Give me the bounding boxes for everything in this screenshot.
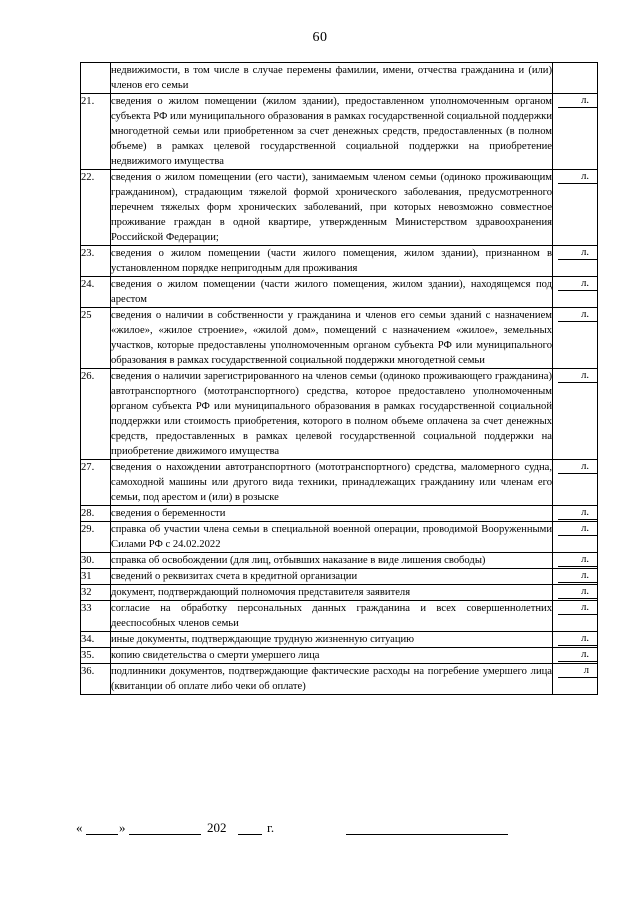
sheets-count-field[interactable]: л. [558, 569, 597, 583]
row-description: сведений о реквизитах счета в кредитной организации [111, 569, 553, 585]
row-description: документ, подтверждающий полномочия представителя заявителя [111, 585, 553, 601]
row-sheets-cell [553, 246, 598, 277]
row-description: сведения о жилом помещении (части жилого помещения, жилом здании), признанном в установленном порядке непригодным для проживания [111, 246, 553, 277]
row-number: 22. [81, 170, 111, 246]
table-row [81, 460, 598, 506]
year-blank[interactable] [238, 820, 262, 835]
table-row [81, 648, 598, 664]
row-description: сведения о жилом помещении (части жилого помещения, жилом здании), находящемся под арестом [111, 277, 553, 308]
row-number: 21. [81, 94, 111, 170]
month-blank[interactable] [129, 820, 201, 835]
row-number: 35. [81, 648, 111, 664]
row-number: 32 [81, 585, 111, 601]
row-number [81, 63, 111, 94]
day-blank[interactable] [86, 820, 118, 835]
row-sheets-cell [553, 308, 598, 369]
table-row [81, 522, 598, 553]
table-row [81, 277, 598, 308]
sheets-count-field[interactable]: л. [558, 648, 597, 662]
close-quote: » [119, 820, 126, 835]
row-number: 23. [81, 246, 111, 277]
sheets-count-field[interactable]: л. [558, 369, 597, 383]
sheets-count-field[interactable]: л [558, 664, 597, 678]
sheets-count-field[interactable]: л. [558, 506, 597, 520]
row-description: сведения о беременности [111, 506, 553, 522]
date-signature-line [76, 820, 616, 838]
table-row [81, 585, 598, 601]
row-description: подлинники документов, подтверждающие фактические расходы на погребение умершего лица (квитанции об оплате либо чеки об оплате) [111, 664, 553, 695]
row-number: 28. [81, 506, 111, 522]
row-number: 27. [81, 460, 111, 506]
row-sheets-cell [553, 632, 598, 648]
row-description: сведения о нахождении автотранспортного (мототранспортного) средства, маломерного судна, самоходной машины или другого вида техники, принадлежащих гражданину или членам его семьи, под арестом и (или) в розыске [111, 460, 553, 506]
table-row [81, 94, 598, 170]
sheets-count-field[interactable]: л. [558, 170, 597, 184]
documents-table-body [81, 63, 598, 695]
row-sheets-cell [553, 585, 598, 601]
table-row [81, 369, 598, 460]
table-row [81, 664, 598, 695]
table-row [81, 601, 598, 632]
year-prefix: 202 [207, 820, 227, 835]
documents-table [80, 62, 598, 695]
row-sheets-cell [553, 553, 598, 569]
row-description: согласие на обработку персональных данных гражданина и всех совершеннолетних дееспособных членов семьи [111, 601, 553, 632]
open-quote: « [76, 820, 83, 835]
row-sheets-cell [553, 648, 598, 664]
year-suffix: г. [267, 820, 275, 835]
row-number: 36. [81, 664, 111, 695]
row-description: недвижимости, в том числе в случае перемены фамилии, имени, отчества гражданина и (или) членов его семьи [111, 63, 553, 94]
row-description: копию свидетельства о смерти умершего лица [111, 648, 553, 664]
sheets-count-field[interactable]: л. [558, 632, 597, 646]
row-description: справка об участии члена семьи в специальной военной операции, проводимой Вооруженными Силами РФ с 24.02.2022 [111, 522, 553, 553]
table-row [81, 308, 598, 369]
row-sheets-cell [553, 506, 598, 522]
table-row [81, 632, 598, 648]
sheets-count-field[interactable]: л. [558, 601, 597, 615]
row-number: 26. [81, 369, 111, 460]
row-sheets-cell [553, 522, 598, 553]
table-row [81, 553, 598, 569]
row-sheets-cell [553, 460, 598, 506]
row-sheets-cell [553, 569, 598, 585]
row-number: 30. [81, 553, 111, 569]
sheets-count-field[interactable]: л. [558, 460, 597, 474]
row-description: сведения о наличии зарегистрированного на членов семьи (одиноко проживающего гражданина) автотранспортного (мототранспортного) средства, которое предоставлено уполномоченным органом субъекта РФ или муниципального образования в рамках государственной социальной поддержки или стоимость приобретения, которого в полном объеме оплачена за счет денежных средств, предоставленных в рамках целевой государственной социальной поддержки на приобретение движимого имущества [111, 369, 553, 460]
row-description: сведения о жилом помещении (его части), занимаемым членом семьи (одиноко проживающим гражданином), страдающим тяжелой формой хронического заболевания, предусмотренного перечнем тяжелых форм хронических заболеваний, при которых невозможно совместное проживание граждан в одной квартире, утвержденным Министерством здравоохранения Российской Федерации; [111, 170, 553, 246]
table-row [81, 63, 598, 94]
table-row [81, 170, 598, 246]
row-description: справка об освобождении (для лиц, отбывших наказание в виде лишения свободы) [111, 553, 553, 569]
sheets-count-field[interactable]: л. [558, 246, 597, 260]
row-sheets-cell [553, 277, 598, 308]
row-sheets-cell [553, 170, 598, 246]
signature-blank[interactable] [346, 820, 508, 835]
row-number: 34. [81, 632, 111, 648]
sheets-count-field[interactable]: л. [558, 553, 597, 567]
table-row [81, 569, 598, 585]
sheets-count-field[interactable]: л. [558, 522, 597, 536]
sheets-count-field[interactable]: л. [558, 94, 597, 108]
sheets-count-field[interactable]: л. [558, 308, 597, 322]
sheets-count-field[interactable]: л. [558, 277, 597, 291]
row-sheets-cell [553, 601, 598, 632]
row-description: сведения о наличии в собственности у гражданина и членов его семьи зданий с назначением «жилое», «жилое строение», «жилой дом», помещений с назначением «жилое», земельных участков, которые предоставлены уполномоченным органом субъекта РФ или муниципального образования в рамках государственной социальной поддержки многодетной семьи [111, 308, 553, 369]
row-number: 25 [81, 308, 111, 369]
row-sheets-cell [553, 664, 598, 695]
row-description: сведения о жилом помещении (жилом здании), предоставленном уполномоченным органом субъекта РФ или муниципального образования в рамках государственной социальной поддержки многодетной семьи или приобретенном за счет денежных средств, предоставленных (в полном объеме) в рамках целевой государственной социальной поддержки на приобретение недвижимого имущества [111, 94, 553, 170]
row-number: 24. [81, 277, 111, 308]
row-sheets-cell [553, 63, 598, 94]
page-number: 60 [312, 30, 328, 45]
table-row [81, 506, 598, 522]
row-sheets-cell [553, 369, 598, 460]
row-number: 33 [81, 601, 111, 632]
row-number: 31 [81, 569, 111, 585]
row-sheets-cell [553, 94, 598, 170]
table-row [81, 246, 598, 277]
row-number: 29. [81, 522, 111, 553]
row-description: иные документы, подтверждающие трудную жизненную ситуацию [111, 632, 553, 648]
sheets-count-field[interactable]: л. [558, 585, 597, 599]
